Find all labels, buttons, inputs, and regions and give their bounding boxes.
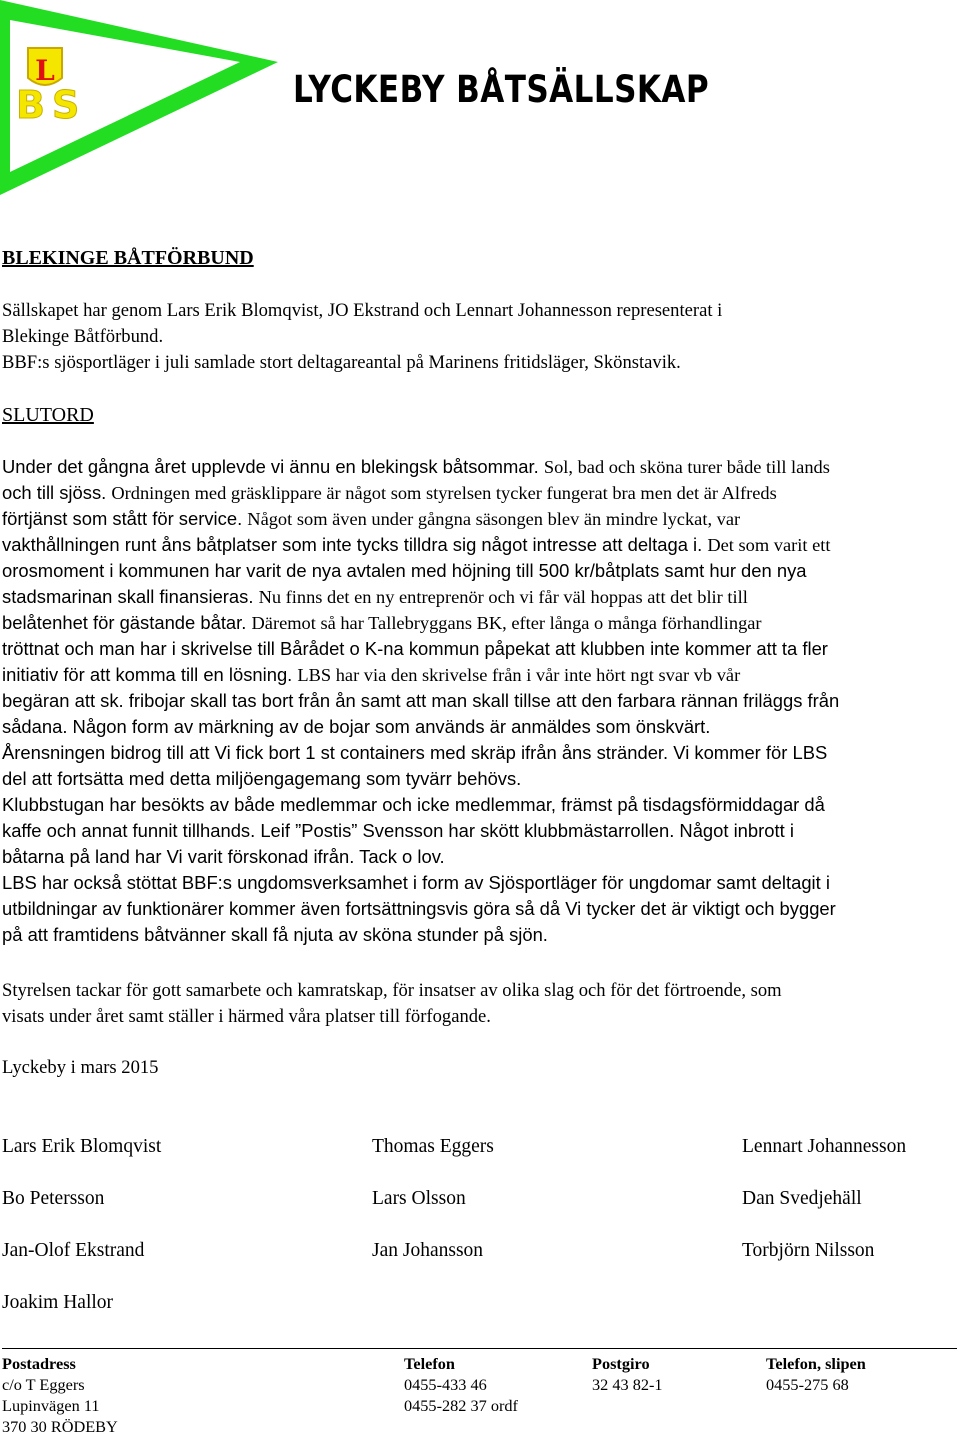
signatory-name: Lars Erik Blomqvist [2, 1136, 162, 1157]
club-name: LYCKEBY BÅTSÄLLSKAP [293, 68, 710, 111]
svg-text:B: B [16, 83, 45, 127]
closing-text-run: sådana. Någon form av märkning av de bojar som används är anmäldes som önskvärt. [2, 716, 711, 737]
closing-text-run: Nu finns det en ny entreprenör och vi får väl hoppas att det blir till [258, 587, 748, 607]
closing-text-run: Något som även under gångna säsongen blev än mindre lyckat, var [247, 509, 741, 529]
closing-text-run: och till sjöss. [2, 482, 112, 503]
closing-text-run: Sol, bad och sköna turer både till lands [543, 457, 830, 477]
closing-text-run: initiativ för att komma till en lösning. [2, 664, 298, 685]
closing-text-run: del att fortsätta med detta miljöengagemang som tyvärr behövs. [2, 768, 522, 789]
closing-text-run: stadsmarinan skall finansieras. [2, 586, 259, 607]
closing-text-run: kaffe och annat funnit tillhands. Leif ”Postis” Svensson har skött klubbmästarrollen. Något inbrott i [2, 820, 794, 841]
closing-heading: SLUTORD [2, 404, 94, 426]
closing-text-line [2, 792, 957, 818]
closing-text-run: båtarna på land har Vi varit förskonad ifrån. Tack o lov. [2, 846, 445, 867]
closing-text-run: orosmoment i kommunen har varit de nya avtalen med höjning till 500 kr/båtplats samt hur den nya [2, 560, 807, 581]
footer-header-postgiro: Postgiro [592, 1354, 650, 1373]
footer-phone: 0455-282 37 ordf [404, 1396, 518, 1415]
signatory-name: Jan Johansson [372, 1240, 484, 1261]
federation-paragraph [2, 298, 957, 376]
closing-text-line [2, 922, 957, 948]
closing-text-line [2, 662, 957, 688]
closing-text-line [2, 688, 957, 714]
closing-text-line [2, 896, 957, 922]
closing-text-line [2, 740, 957, 766]
footer-address-line: Lupinvägen 11 [2, 1396, 100, 1415]
svg-text:S: S [52, 83, 80, 127]
closing-text-run: vakthållningen runt åns båtplatser som inte tycks tilldra sig något intresse att deltaga i. [2, 534, 708, 555]
footer-phone: 0455-433 46 [404, 1375, 487, 1394]
federation-text-line: BBF:s sjösportläger i juli samlade stort deltagareantal på Marinens fritidsläger, Skönstavik. [2, 352, 681, 373]
footer-divider [2, 1348, 957, 1349]
closing-text-line [2, 870, 957, 896]
closing-text-line [2, 610, 957, 636]
closing-text-run: på att framtidens båtvänner skall få njuta av sköna stunder på sjön. [2, 924, 548, 945]
closing-paragraph [2, 454, 957, 948]
signatory-name: Thomas Eggers [372, 1136, 494, 1157]
closing-text-run: Däremot så har Tallebryggans BK, efter långa o många förhandlingar [251, 613, 762, 633]
closing-text-line [2, 506, 957, 532]
closing-text-run: Under det gångna året upplevde vi ännu en blekingsk båtsommar. [2, 456, 544, 477]
signatory-name: Bo Petersson [2, 1188, 105, 1209]
signatory-name: Joakim Hallor [2, 1292, 114, 1313]
closing-text-line [2, 558, 957, 584]
thanks-paragraph [2, 978, 957, 1030]
closing-text-run: begäran att sk. fribojar skall tas bort från ån samt att man skall tillse att den farbara rännan friläggs från [2, 690, 840, 711]
closing-text-line [2, 818, 957, 844]
closing-text-line [2, 532, 957, 558]
signatory-name: Lennart Johannesson [742, 1136, 907, 1157]
footer-header-address: Postadress [2, 1354, 76, 1373]
dateline: Lyckeby i mars 2015 [2, 1057, 159, 1078]
thanks-text-line: visats under året samt ställer i härmed våra platser till förfogande. [2, 1006, 491, 1027]
closing-text-run: Årensningen bidrog till att Vi fick bort 1 st containers med skräp ifrån åns stränder. Vi kommer för LBS [2, 742, 828, 763]
footer-address-line: c/o T Eggers [2, 1375, 85, 1394]
closing-text-line [2, 480, 957, 506]
closing-text-run: förtjänst som stått för service. [2, 508, 248, 529]
federation-text-line: Blekinge Båtförbund. [2, 326, 164, 347]
closing-text-run: Det som varit ett [707, 535, 831, 555]
closing-text-run: belåtenhet för gästande båtar. [2, 612, 252, 633]
footer-address-line: 370 30 RÖDEBY [2, 1417, 118, 1436]
closing-text-line [2, 714, 957, 740]
footer-header-slip-phone: Telefon, slipen [766, 1354, 866, 1373]
svg-text:L: L [35, 54, 55, 87]
closing-text-run: Ordningen med gräsklippare är något som styrelsen tycker fungerat bra men det är Alfreds [111, 483, 777, 503]
club-pennant-logo [0, 0, 280, 200]
closing-text-line [2, 584, 957, 610]
signatory-name: Torbjörn Nilsson [742, 1240, 875, 1261]
letterhead [0, 0, 960, 200]
federation-heading: BLEKINGE BÅTFÖRBUND [2, 247, 254, 269]
closing-text-run: LBS har också stöttat BBF:s ungdomsverksamhet i form av Sjösportläger för ungdomar samt deltagit i [2, 872, 830, 893]
signatory-name: Dan Svedjehäll [742, 1188, 862, 1209]
closing-text-line [2, 636, 957, 662]
closing-text-run: utbildningar av funktionärer kommer även fortsättningsvis göra så då Vi tycker det är viktigt och bygger [2, 898, 836, 919]
signatory-name: Jan-Olof Ekstrand [2, 1240, 145, 1261]
closing-text-run: LBS har via den skrivelse från i vår inte hört ngt svar vb vår [297, 665, 741, 685]
footer-slip-phone: 0455-275 68 [766, 1375, 849, 1394]
signatory-name: Lars Olsson [372, 1188, 466, 1209]
footer-header-phone: Telefon [404, 1354, 455, 1373]
closing-text-run: Klubbstugan har besökts av både medlemmar och icke medlemmar, främst på tisdagsförmiddagar då [2, 794, 825, 815]
footer-postgiro: 32 43 82-1 [592, 1375, 663, 1394]
closing-text-line [2, 454, 957, 480]
thanks-text-line: Styrelsen tackar för gott samarbete och kamratskap, för insatser av olika slag och för det förtroende, som [2, 980, 782, 1001]
federation-text-line: Sällskapet har genom Lars Erik Blomqvist, JO Ekstrand och Lennart Johannesson representerat i [2, 300, 723, 321]
closing-text-run: tröttnat och man har i skrivelse till Bårådet o K-na kommun påpekat att klubben inte kommer att ta fler [2, 638, 828, 659]
closing-text-line [2, 844, 957, 870]
closing-text-line [2, 766, 957, 792]
